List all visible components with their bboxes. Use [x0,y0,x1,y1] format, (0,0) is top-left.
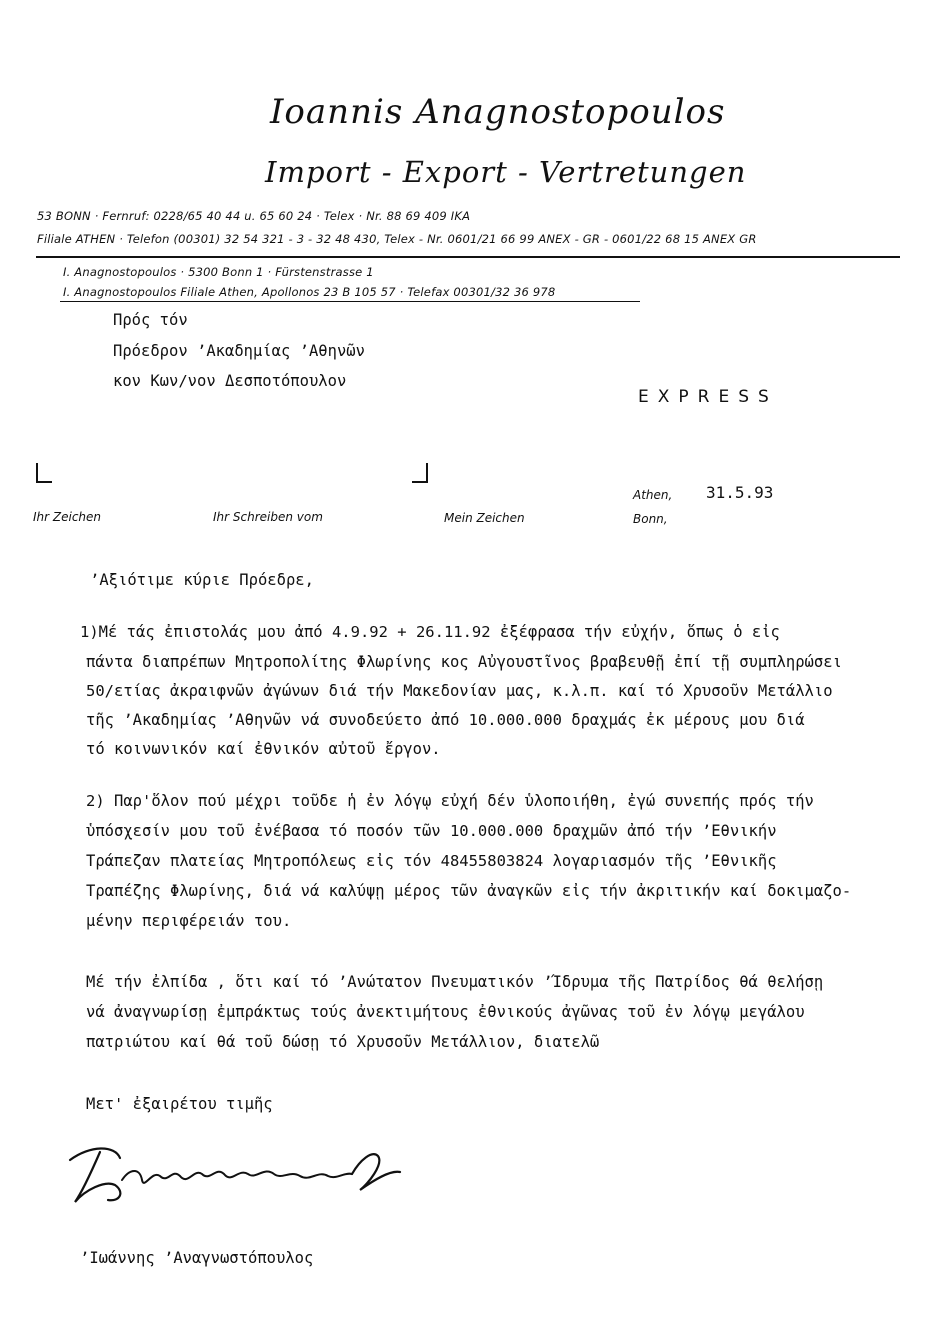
paragraph-3-line: πατριώτου καί θά τοῦ δώσῃ τό Χρυσοῦν Μετάλλιον, διατελῶ [86,1033,600,1051]
paragraph-3-line: Μέ τήν ἐλπίδα , ὅτι καί τό ʼΑνώτατον Πνευματικόν ʼΊδρυμα τῆς Πατρίδος θά θελήσῃ [86,973,824,991]
paragraph-1-line: τό κοινωνικόν καί ἐθνικόν αὐτοῦ ἔργον. [86,740,441,758]
letterhead-trade: Import - Export - Vertretungen [265,155,747,189]
recipient-line-3: κον Κων/νον Δεσποτόπουλον [113,372,347,390]
window-corner-left [36,463,52,483]
recipient-line-2: Πρόεδρον ʼΑκαδημίας ʼΑθηνῶν [113,342,365,360]
contact-line-bonn: 53 BONN · Fernruf: 0228/65 40 44 u. 65 60 24 · Telex · Nr. 88 69 409 IKA [37,209,471,223]
recipient-line-1: Πρός τόν [113,311,188,329]
paragraph-2-line: Τράπεζαν πλατείας Μητροπόλεως εἰς τόν 48455803824 λογαριασμόν τῆς ʼΕθνικῆς [86,852,777,870]
paragraph-2-line: μένην περιφέρειάν του. [86,912,292,930]
paragraph-1-line: 1)Μέ τάς ἐπιστολάς μου ἀπό 4.9.92 + 26.11.92 ἐξέφρασα τήν εὐχήν, ὅπως ὁ εἰς [80,623,780,641]
paragraph-3-line: νά ἀναγνωρίσῃ ἐμπράκτως τούς ἀνεκτιμήτους ἐθνικούς ἀγῶνας τοῦ ἐν λόγῳ μεγάλου [86,1003,805,1021]
paragraph-1-line: 50/ετίας ἀκραιφνῶν ἀγώνων διά τήν Μακεδονίαν μας, κ.λ.π. καί τό Χρυσοῦν Μετάλλιο [86,682,833,700]
ref-ihr-zeichen: Ihr Zeichen [33,510,102,524]
paragraph-2-line: 2) Παρ'ὅλον πού μέχρι τοῦδε ἡ ἐν λόγῳ εὐχή δέν ὑλοποιήθη, ἐγώ συνεπής πρός τήν [86,792,814,810]
closing: Μετ' ἐξαιρέτου τιμῆς [86,1095,273,1113]
ref-athen: Athen, [633,488,673,502]
contact-line-athen: Filiale ATHEN · Telefon (00301) 32 54 321 - 3 - 32 48 430, Telex - Nr. 0601/21 66 99 ANEX - GR - 0601/22 68 15 ANEX GR [37,232,757,246]
sender-line-athen: I. Anagnostopoulos Filiale Athen, Apollonos 23 B 105 57 · Telefax 00301/32 36 978 [63,285,556,299]
letterhead-name: Ioannis Anagnostopoulos [270,92,726,132]
salutation: ʼΑξιότιμε κύριε Πρόεδρε, [90,571,314,589]
window-corner-right [412,463,428,483]
letterhead-divider [36,256,900,258]
signatory-name: ʼΙωάννης ʼΑναγνωστόπουλος [80,1249,314,1267]
paragraph-1-line: τῆς ʼΑκαδημίας ʼΑθηνῶν νά συνοδεύετο ἀπό 10.000.000 δραχμάς ἐκ μέρους μου διά [86,711,805,729]
sender-line-bonn: I. Anagnostopoulos · 5300 Bonn 1 · Fürstenstrasse 1 [63,265,374,279]
paragraph-1-line: πάντα διαπρέπων Μητροπολίτης Φλωρίνης κος Αὐγουστῖνος βραβευθῇ ἐπί τῇ συμπληρώσει [86,653,842,671]
paragraph-2-line: ὑπόσχεσίν μου τοῦ ἐνέβασα τό ποσόν τῶν 10.000.000 δραχμῶν ἀπό τήν ʼΕθνικήν [86,822,777,840]
ref-mein-zeichen: Mein Zeichen [444,511,525,525]
ref-ihr-schreiben: Ihr Schreiben vom [213,510,323,524]
sender-underline [60,301,640,302]
ref-bonn: Bonn, [633,512,668,526]
letter-date: 31.5.93 [706,483,774,502]
handwritten-signature [60,1140,420,1210]
paragraph-2-line: Τραπέζης Φλωρίνης, διά νά καλύψῃ μέρος τῶν ἀναγκῶν εἰς τήν ἀκριτικήν καί δοκιμαζο- [86,882,852,900]
express-stamp: EXPRESS [638,387,778,407]
